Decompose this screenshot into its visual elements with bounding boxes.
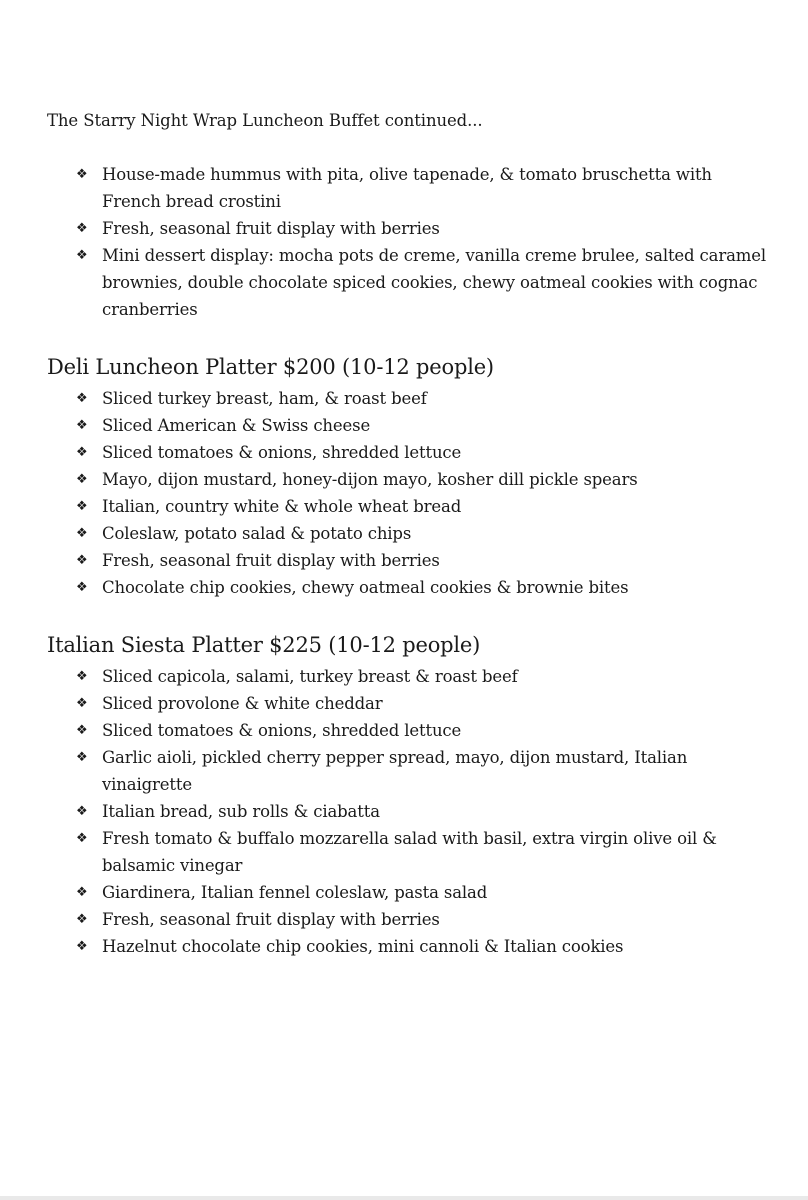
list-item — [47, 933, 767, 960]
list-item-text: Sliced American & Swiss cheese — [102, 416, 371, 435]
list-item — [47, 690, 767, 717]
diamond-bullet-icon: ❖ — [76, 472, 88, 487]
list-item-text: Sliced tomatoes & onions, shredded lettuce — [102, 721, 462, 740]
list-item-text: Sliced turkey breast, ham, & roast beef — [102, 389, 427, 408]
diamond-bullet-icon: ❖ — [76, 391, 88, 406]
diamond-bullet-icon: ❖ — [76, 445, 88, 460]
diamond-bullet-icon: ❖ — [76, 831, 88, 846]
list-item-text: Fresh, seasonal fruit display with berries — [102, 910, 440, 929]
list-item-text: Sliced capicola, salami, turkey breast & roast beef — [102, 667, 518, 686]
diamond-bullet-icon: ❖ — [76, 167, 88, 182]
diamond-bullet-icon: ❖ — [76, 912, 88, 927]
list-item-text: Sliced tomatoes & onions, shredded lettuce — [102, 443, 462, 462]
intro-list — [47, 161, 767, 323]
list-item — [47, 744, 767, 798]
diamond-bullet-icon: ❖ — [76, 804, 88, 819]
diamond-bullet-icon: ❖ — [76, 418, 88, 433]
diamond-bullet-icon: ❖ — [76, 499, 88, 514]
italian-title: Italian Siesta Platter $225 (10-12 people) — [47, 633, 481, 657]
list-item-text: Coleslaw, potato salad & potato chips — [102, 524, 412, 543]
list-item — [47, 547, 767, 574]
list-item — [47, 412, 767, 439]
list-item — [47, 798, 767, 825]
list-item-text: Chocolate chip cookies, chewy oatmeal cookies & brownie bites — [102, 578, 629, 597]
list-item — [47, 439, 767, 466]
list-item-text: Mini dessert display: mocha pots de creme, vanilla creme brulee, salted caramel brownies, double chocolate spiced cookies, chewy oatmeal cookies with cognac cranberries — [102, 246, 766, 319]
list-item-text: Mayo, dijon mustard, honey-dijon mayo, kosher dill pickle spears — [102, 470, 638, 489]
diamond-bullet-icon: ❖ — [76, 939, 88, 954]
deli-title: Deli Luncheon Platter $200 (10-12 people) — [47, 355, 494, 379]
list-item-text: Italian, country white & whole wheat bread — [102, 497, 462, 516]
italian-items — [47, 663, 767, 960]
list-item — [47, 466, 767, 493]
diamond-bullet-icon: ❖ — [76, 750, 88, 765]
list-item-text: Sliced provolone & white cheddar — [102, 694, 383, 713]
list-item-text: Fresh, seasonal fruit display with berries — [102, 551, 440, 570]
deli-items — [47, 385, 767, 601]
italian-section — [47, 631, 767, 960]
page-bottom-divider — [0, 1196, 808, 1200]
list-item — [47, 825, 767, 879]
list-item-text: Fresh, seasonal fruit display with berries — [102, 219, 440, 238]
diamond-bullet-icon: ❖ — [76, 696, 88, 711]
list-item — [47, 242, 767, 323]
diamond-bullet-icon: ❖ — [76, 723, 88, 738]
diamond-bullet-icon: ❖ — [76, 553, 88, 568]
diamond-bullet-icon: ❖ — [76, 669, 88, 684]
intro-items — [47, 161, 767, 323]
list-item — [47, 879, 767, 906]
diamond-bullet-icon: ❖ — [76, 221, 88, 236]
list-item — [47, 906, 767, 933]
list-item-text: Fresh tomato & buffalo mozzarella salad with basil, extra virgin olive oil & balsamic vinegar — [102, 829, 717, 875]
list-item — [47, 385, 767, 412]
diamond-bullet-icon: ❖ — [76, 248, 88, 263]
diamond-bullet-icon: ❖ — [76, 526, 88, 541]
diamond-bullet-icon: ❖ — [76, 580, 88, 595]
list-item — [47, 215, 767, 242]
deli-section — [47, 353, 767, 601]
list-item — [47, 161, 767, 215]
list-item-text: House-made hummus with pita, olive tapenade, & tomato bruschetta with French bread crostini — [102, 165, 712, 211]
list-item-text: Hazelnut chocolate chip cookies, mini cannoli & Italian cookies — [102, 937, 624, 956]
intro-heading: The Starry Night Wrap Luncheon Buffet continued... — [47, 111, 483, 130]
diamond-bullet-icon: ❖ — [76, 885, 88, 900]
list-item — [47, 717, 767, 744]
list-item-text: Giardinera, Italian fennel coleslaw, pasta salad — [102, 883, 488, 902]
list-item — [47, 574, 767, 601]
list-item — [47, 663, 767, 690]
list-item — [47, 493, 767, 520]
list-item — [47, 520, 767, 547]
list-item-text: Garlic aioli, pickled cherry pepper spread, mayo, dijon mustard, Italian vinaigrette — [102, 748, 688, 794]
list-item-text: Italian bread, sub rolls & ciabatta — [102, 802, 380, 821]
